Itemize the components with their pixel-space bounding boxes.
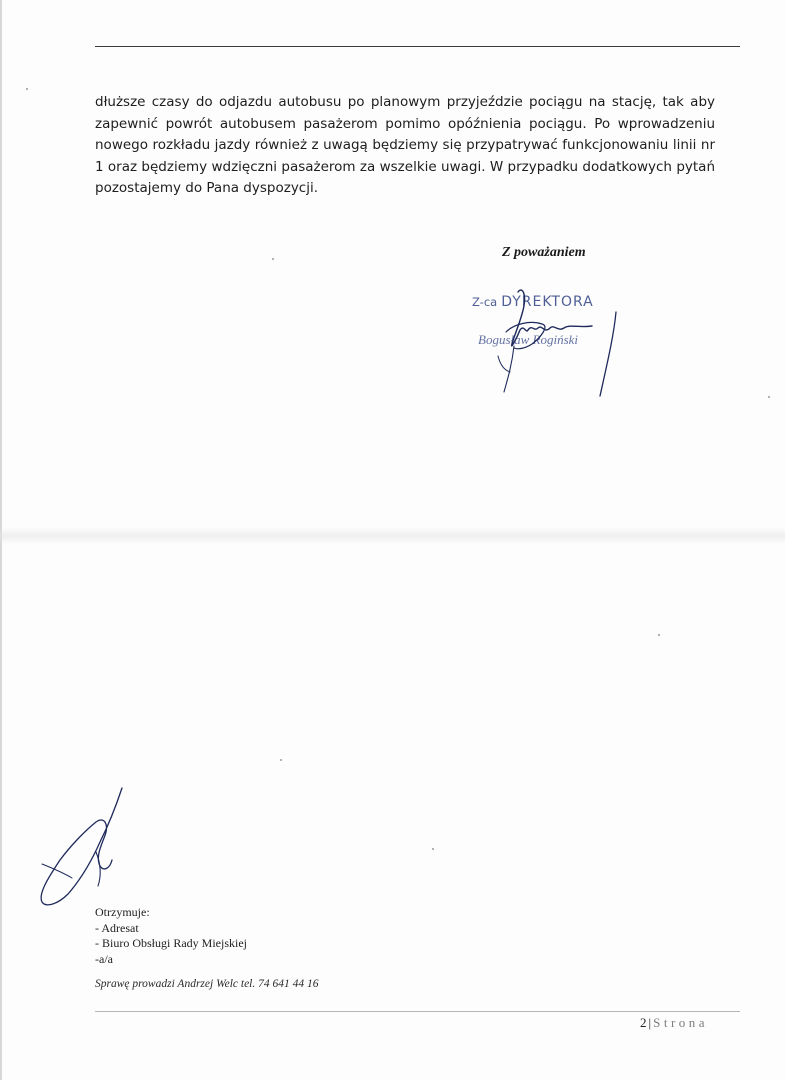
scan-speck bbox=[26, 88, 28, 90]
recipient-item: - Biuro Obsługi Rady Miejskiej bbox=[95, 936, 247, 950]
recipient-item: - Adresat bbox=[95, 920, 139, 935]
page-word: Strona bbox=[653, 1015, 709, 1030]
page-number-separator: | bbox=[648, 1015, 652, 1030]
initials-signature bbox=[38, 782, 130, 912]
letter-body-paragraph: dłuższe czasy do odjazdu autobusu po planowym przyjeździe pociągu na stację, tak aby zapewnić powrót autobusem pasażerom pomimo opóźnienia pociągu. Po wprowadzeniu nowego rozkładu jazdy również z uwagą będziemy się przypatrywać funkcjonowaniu linii nr 1 oraz będziemy wdzięczni pasażerom za wszelkie uwagi. W przypadku dodatkowych pytań pozostajemy do Pana dyspozycji. bbox=[95, 94, 715, 196]
recipients-heading: Otrzymuje: bbox=[95, 905, 150, 919]
director-stamp bbox=[470, 284, 630, 404]
stamp-prefix: Z-ca bbox=[472, 295, 498, 309]
footer-rule bbox=[95, 1011, 740, 1012]
recipients-list bbox=[95, 905, 247, 967]
stamp-name: Bogusław Rogiński bbox=[478, 332, 579, 347]
page-number bbox=[640, 1015, 708, 1031]
paper-fold bbox=[0, 527, 785, 545]
scan-speck bbox=[768, 396, 770, 398]
director-signature bbox=[470, 284, 630, 404]
page-number-value: 2 bbox=[640, 1015, 647, 1030]
scan-speck bbox=[432, 848, 434, 850]
case-handler-note: Sprawę prowadzi Andrzej Welc tel. 74 641 44 16 bbox=[95, 978, 319, 990]
closing-salutation: Z poważaniem bbox=[502, 245, 586, 260]
scan-speck bbox=[280, 759, 282, 761]
scan-speck bbox=[658, 634, 660, 636]
header-rule bbox=[95, 46, 740, 47]
recipient-item: -a/a bbox=[95, 951, 113, 966]
stamp-role: DYREKTORA bbox=[501, 294, 594, 310]
scan-speck bbox=[272, 258, 274, 260]
